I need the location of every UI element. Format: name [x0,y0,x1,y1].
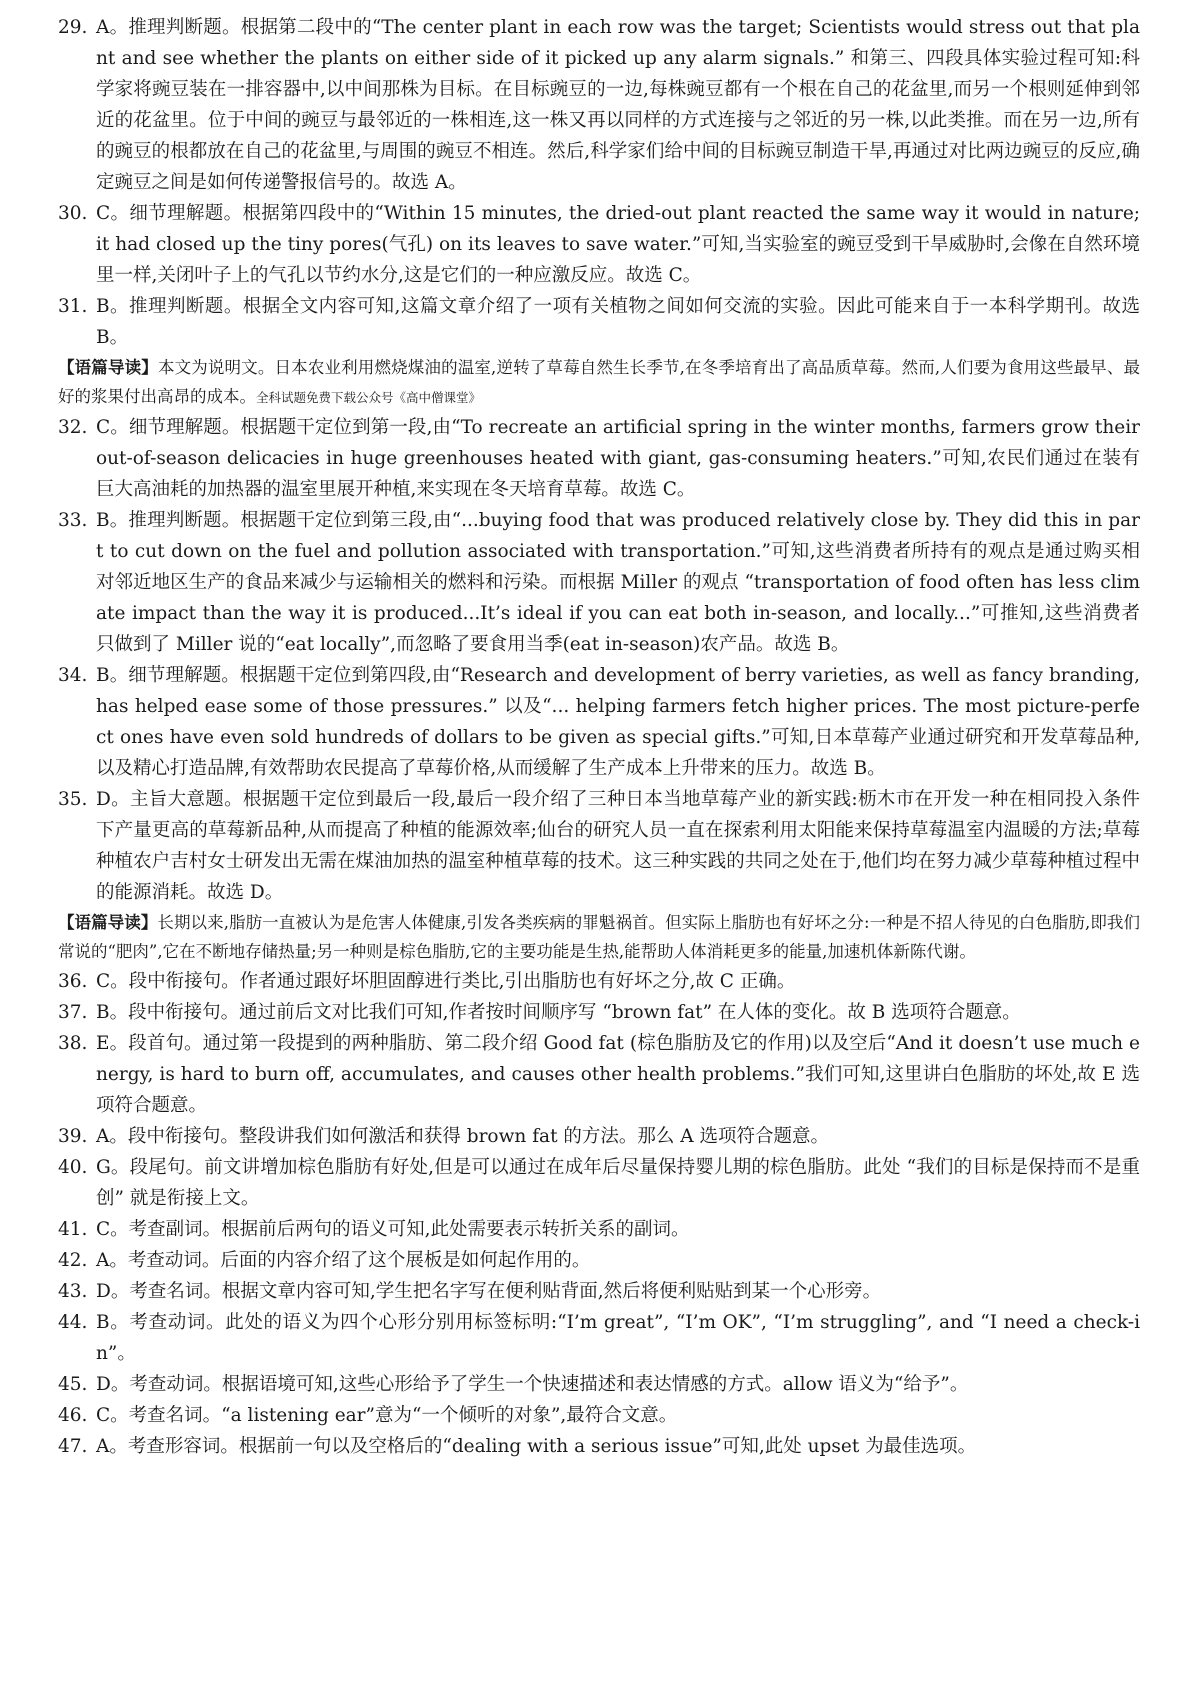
answer-explanation: E。段首句。通过第一段提到的两种脂肪、第二段介绍 Good fat (棕色脂肪及它的作用)以及空后“And it doesn’t use much energy, is hard to burn off, accumulates, and causes other health problems.”我们可知,这里讲白色脂肪的坏处,故 E 选项符合题意。 [96,1033,1140,1116]
answer-explanation: C。细节理解题。根据题干定位到第一段,由“To recreate an artificial spring in the winter months, farmers grow their out-of-season delicacies in huge greenhouses heated with giant, gas-consuming heaters.”可知,农民们通过在装有巨大高油耗的加热器的温室里展开种植,来实现在冬天培育草莓。故选 C。 [96,417,1140,500]
answer-item-31 [58,291,1140,353]
answer-explanation: A。段中衔接句。整段讲我们如何激活和获得 brown fat 的方法。那么 A 选项符合题意。 [96,1126,830,1147]
answer-item-42 [58,1245,1140,1276]
answer-item-47 [58,1431,1140,1462]
question-number: 38. [58,1033,88,1054]
passage-guide-2 [58,908,1140,966]
answer-item-33 [58,505,1140,660]
question-number: 42. [58,1250,88,1271]
answer-explanation: B。考查动词。此处的语义为四个心形分别用标签标明:“I’m great”, “I’m OK”, “I’m struggling”, and “I need a check-in”。 [96,1312,1140,1364]
question-number: 30. [58,203,88,224]
answer-explanation: A。推理判断题。根据第二段中的“The center plant in each row was the target; Scientists would stress out that plant and see whether the plants on either side of it picked up any alarm signals.” 和第三、四段具体实验过程可知:科学家将豌豆装在一排容器中,以中间那株为目标。在目标豌豆的一边,每株豌豆都有一个根在自己的花盆里,而另一个根则延伸到邻近的花盆里。位于中间的豌豆与最邻近的一株相连,这一株又再以同样的方式连接与之邻近的另一株,以此类推。而在另一边,所有的豌豆的根都放在自己的花盆里,与周围的豌豆不相连。然后,科学家们给中间的目标豌豆制造干旱,再通过对比两边豌豆的反应,确定豌豆之间是如何传递警报信号的。故选 A。 [96,17,1140,193]
answer-explanation: C。细节理解题。根据第四段中的“Within 15 minutes, the dried-out plant reacted the same way it would in nature; it had closed up the tiny pores(气孔) on its leaves to save water.”可知,当实验室的豌豆受到干旱威胁时,会像在自然环境里一样,关闭叶子上的气孔以节约水分,这是它们的一种应激反应。故选 C。 [96,203,1140,286]
answer-explanation: B。推理判断题。根据全文内容可知,这篇文章介绍了一项有关植物之间如何交流的实验。因此可能来自于一本科学期刊。故选 B。 [96,296,1140,348]
answer-explanation: B。细节理解题。根据题干定位到第四段,由“Research and development of berry varieties, as well as fancy branding, has helped ease some of those pressures.” 以及“... helping farmers fetch higher prices. The most picture-perfect ones have even sold hundreds of dollars to be given as special gifts.”可知,日本草莓产业通过研究和开发草莓品种,以及精心打造品牌,有效帮助农民提高了草莓价格,从而缓解了生产成本上升带来的压力。故选 B。 [96,665,1140,779]
question-number: 43. [58,1281,88,1302]
answer-item-29 [58,12,1140,198]
answer-item-32 [58,412,1140,505]
answer-explanation: G。段尾句。前文讲增加棕色脂肪有好处,但是可以通过在成年后尽量保持婴儿期的棕色脂肪。此处 “我们的目标是保持而不是重创” 就是衔接上文。 [96,1157,1140,1209]
question-number: 41. [58,1219,88,1240]
question-number: 32. [58,417,88,438]
question-number: 39. [58,1126,88,1147]
question-number: 37. [58,1002,88,1023]
question-number: 35. [58,789,88,810]
answer-item-34 [58,660,1140,784]
answer-item-30 [58,198,1140,291]
question-number: 46. [58,1405,88,1426]
guide-tag: 【语篇导读】 [58,358,158,377]
answer-explanation: B。段中衔接句。通过前后文对比我们可知,作者按时间顺序写 “brown fat” 在人体的变化。故 B 选项符合题意。 [96,1002,1021,1023]
answer-explanation: C。考查副词。根据前后两句的语义可知,此处需要表示转折关系的副词。 [96,1219,690,1240]
guide-tag: 【语篇导读】 [58,913,158,932]
guide-text: 长期以来,脂肪一直被认为是危害人体健康,引发各类疾病的罪魁祸首。但实际上脂肪也有好坏之分:一种是不招人待见的白色脂肪,即我们常说的“肥肉”,它在不断地存储热量;另一种则是棕色脂肪,它的主要功能是生热,能帮助人体消耗更多的能量,加速机体新陈代谢。 [58,913,1140,961]
answer-item-35 [58,784,1140,908]
question-number: 34. [58,665,88,686]
answer-item-40 [58,1152,1140,1214]
passage-guide-1 [58,353,1140,412]
question-number: 36. [58,971,88,992]
answer-explanation: A。考查动词。后面的内容介绍了这个展板是如何起作用的。 [96,1250,591,1271]
answer-explanation: A。考查形容词。根据前一句以及空格后的“dealing with a serious issue”可知,此处 upset 为最佳选项。 [96,1436,977,1457]
answer-explanation: D。主旨大意题。根据题干定位到最后一段,最后一段介绍了三种日本当地草莓产业的新实践:枥木市在开发一种在相同投入条件下产量更高的草莓新品种,从而提高了种植的能源效率;仙台的研究人员一直在探索利用太阳能来保持草莓温室内温暖的方法;草莓种植农户吉村女士研发出无需在煤油加热的温室种植草莓的技术。这三种实践的共同之处在于,他们均在努力减少草莓种植过程中的能源消耗。故选 D。 [96,789,1140,903]
question-number: 31. [58,296,88,317]
answer-item-44 [58,1307,1140,1369]
question-number: 29. [58,17,88,38]
answer-explanation: B。推理判断题。根据题干定位到第三段,由“...buying food that was produced relatively close by. They did this in part to cut down on the fuel and pollution associated with transportation.”可知,这些消费者所持有的观点是通过购买相对邻近地区生产的食品来减少与运输相关的燃料和污染。而根据 Miller 的观点 “transportation of food often has less climate impact than the way it is produced...It’s ideal if you can eat both in-season, and locally...”可推知,这些消费者只做到了 Miller 说的“eat locally”,而忽略了要食用当季(eat in-season)农产品。故选 B。 [96,510,1140,655]
answer-explanation: D。考查名词。根据文章内容可知,学生把名字写在便利贴背面,然后将便利贴贴到某一个心形旁。 [96,1281,882,1302]
answer-explanation: D。考查动词。根据语境可知,这些心形给予了学生一个快速描述和表达情感的方式。allow 语义为“给予”。 [96,1374,969,1395]
question-number: 33. [58,510,88,531]
answer-item-46 [58,1400,1140,1431]
answer-explanation: C。考查名词。“a listening ear”意为“一个倾听的对象”,最符合文意。 [96,1405,678,1426]
watermark-text: 全科试题免费下载公众号《高中僧课堂》 [256,390,482,405]
answer-item-36 [58,966,1140,997]
answer-item-43 [58,1276,1140,1307]
answer-item-37 [58,997,1140,1028]
answer-explanation: C。段中衔接句。作者通过跟好坏胆固醇进行类比,引出脂肪也有好坏之分,故 C 正确。 [96,971,796,992]
answer-item-38 [58,1028,1140,1121]
question-number: 40. [58,1157,88,1178]
question-number: 44. [58,1312,88,1333]
question-number: 45. [58,1374,88,1395]
answer-item-39 [58,1121,1140,1152]
answer-item-45 [58,1369,1140,1400]
question-number: 47. [58,1436,88,1457]
guide-text: 本文为说明文。日本农业利用燃烧煤油的温室,逆转了草莓自然生长季节,在冬季培育出了高品质草莓。然而,人们要为食用这些最早、最好的浆果付出高昂的成本。 [58,358,1140,406]
answer-item-41 [58,1214,1140,1245]
